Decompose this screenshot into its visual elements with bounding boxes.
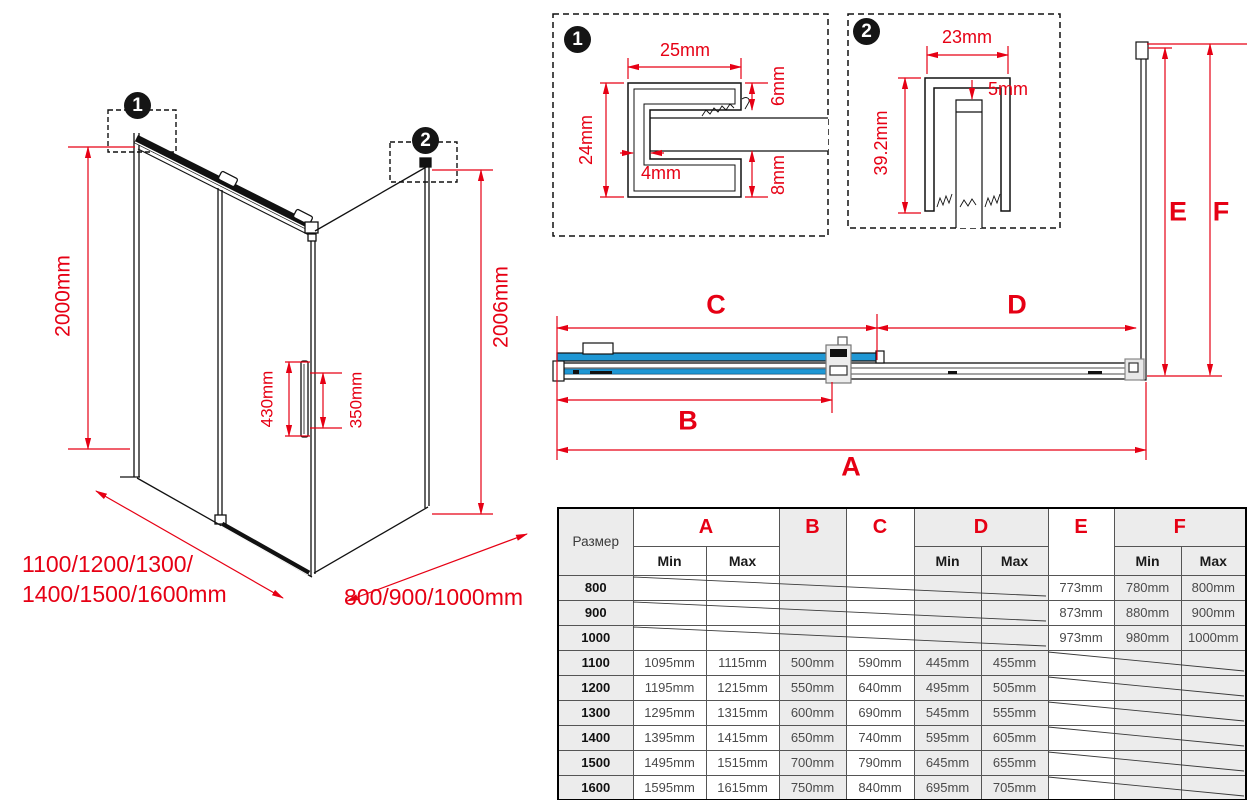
- table-cell: 690mm: [846, 700, 914, 725]
- table-cell: 605mm: [981, 725, 1048, 750]
- plan-dim-a-label: A: [841, 451, 861, 482]
- table-row: [558, 725, 1246, 750]
- table-row: [558, 775, 1246, 800]
- bottom-rail: [222, 524, 309, 573]
- row-size-label: 1100: [558, 650, 633, 675]
- col-header-a: A: [633, 508, 779, 546]
- table-cell: 1315mm: [706, 700, 779, 725]
- table-cell: 800mm: [1181, 575, 1246, 600]
- table-cell: 640mm: [846, 675, 914, 700]
- size-table-container: [557, 507, 1247, 800]
- table-body: [558, 575, 1246, 800]
- table-cell: [846, 600, 914, 625]
- table-cell: 650mm: [779, 725, 846, 750]
- table-cell: [1114, 700, 1181, 725]
- plan-dim-e-label: E: [1168, 196, 1188, 227]
- iso-height-left-label: 2000mm: [51, 255, 75, 337]
- table-row: [558, 575, 1246, 600]
- row-size-label: 1000: [558, 625, 633, 650]
- left-end-cap: [553, 361, 564, 381]
- table-cell: [706, 600, 779, 625]
- d1-top-gap-label: 6mm: [768, 66, 788, 106]
- table-cell: 695mm: [914, 775, 981, 800]
- table-cell: 1115mm: [706, 650, 779, 675]
- table-cell: [1181, 775, 1246, 800]
- table-cell: 1215mm: [706, 675, 779, 700]
- table-cell: [1181, 750, 1246, 775]
- side-panel-plan: [1141, 44, 1146, 380]
- detail-1-badge: 1: [564, 26, 591, 53]
- callout-2-badge: 2: [412, 127, 439, 154]
- plan-dim-b-label: B: [678, 405, 698, 436]
- col-header-c: C: [846, 508, 914, 575]
- table-cell: [1181, 725, 1246, 750]
- table-cell: [1114, 725, 1181, 750]
- table-cell: [779, 575, 846, 600]
- d1-lip-label: 4mm: [641, 163, 681, 183]
- table-cell: [846, 575, 914, 600]
- col-header-b: B: [779, 508, 846, 575]
- table-cell: 705mm: [981, 775, 1048, 800]
- table-row: [558, 700, 1246, 725]
- table-cell: [914, 600, 981, 625]
- door-handle: [301, 361, 308, 437]
- iso-depth-label: 800/900/1000mm: [344, 584, 524, 610]
- table-cell: [981, 575, 1048, 600]
- table-cell: 790mm: [846, 750, 914, 775]
- gasket: [985, 194, 1000, 207]
- row-size-label: 1500: [558, 750, 633, 775]
- table-cell: 555mm: [981, 700, 1048, 725]
- handle-plan: [583, 343, 613, 354]
- table-cell: [633, 575, 706, 600]
- plan-dim-c-label: C: [706, 289, 726, 320]
- side-panel-top-bracket: [1136, 42, 1148, 59]
- table-cell: 840mm: [846, 775, 914, 800]
- handle-inner-label: 350mm: [346, 371, 366, 429]
- row-size-label: 800: [558, 575, 633, 600]
- d1-height-label: 24mm: [576, 114, 596, 166]
- d-max-header: Max: [981, 546, 1048, 575]
- d2-width-label: 23mm: [941, 27, 993, 47]
- f-max-header: Max: [1181, 546, 1246, 575]
- table-cell: [1048, 725, 1114, 750]
- a-min-header: Min: [633, 546, 706, 575]
- d2-gap-label: 5mm: [988, 79, 1028, 99]
- corner-post: [311, 230, 315, 576]
- table-cell: 700mm: [779, 750, 846, 775]
- d1-width-label: 25mm: [659, 40, 711, 60]
- side-panel-bottom: [314, 507, 428, 573]
- iso-width-label-1: 1100/1200/1300/: [22, 551, 193, 577]
- left-wall-profile: [120, 133, 140, 477]
- table-cell: [1181, 650, 1246, 675]
- table-cell: 750mm: [779, 775, 846, 800]
- table-cell: [846, 625, 914, 650]
- iso-view: [108, 110, 457, 577]
- table-cell: [1048, 650, 1114, 675]
- table-cell: [914, 625, 981, 650]
- table-row: [558, 750, 1246, 775]
- a-max-header: Max: [706, 546, 779, 575]
- row-size-label: 1400: [558, 725, 633, 750]
- table-cell: [1048, 750, 1114, 775]
- table-cell: 780mm: [1114, 575, 1181, 600]
- plan-dim-f-label: F: [1212, 196, 1230, 227]
- table-cell: 545mm: [914, 700, 981, 725]
- table-cell: 1095mm: [633, 650, 706, 675]
- table-cell: 595mm: [914, 725, 981, 750]
- table-cell: 590mm: [846, 650, 914, 675]
- col-header-d: D: [914, 508, 1048, 546]
- table-cell: 1615mm: [706, 775, 779, 800]
- table-cell: 445mm: [914, 650, 981, 675]
- detail-2-dimensions: [898, 46, 1008, 213]
- table-cell: [633, 600, 706, 625]
- f-min-header: Min: [1114, 546, 1181, 575]
- top-bracket: [420, 158, 431, 167]
- table-cell: [981, 625, 1048, 650]
- table-cell: [1181, 675, 1246, 700]
- door-edge: [218, 188, 222, 518]
- callout-1-badge: 1: [124, 92, 151, 119]
- table-cell: [633, 625, 706, 650]
- size-column-header: Размер: [558, 508, 633, 575]
- table-cell: 1415mm: [706, 725, 779, 750]
- table-cell: [1048, 675, 1114, 700]
- table-cell: 1515mm: [706, 750, 779, 775]
- top-rail: [136, 139, 311, 227]
- table-cell: 900mm: [1181, 600, 1246, 625]
- table-cell: [1048, 775, 1114, 800]
- table-cell: 455mm: [981, 650, 1048, 675]
- table-cell: [1048, 700, 1114, 725]
- row-size-label: 1200: [558, 675, 633, 700]
- table-cell: 495mm: [914, 675, 981, 700]
- table-cell: [706, 575, 779, 600]
- side-panel-top: [315, 166, 428, 231]
- table-cell: 773mm: [1048, 575, 1114, 600]
- table-cell: [981, 600, 1048, 625]
- table-cell: 1195mm: [633, 675, 706, 700]
- table-cell: 873mm: [1048, 600, 1114, 625]
- table-cell: 600mm: [779, 700, 846, 725]
- d1-bottom-gap-label: 8mm: [768, 155, 788, 195]
- gasket: [937, 194, 952, 207]
- table-cell: [1114, 750, 1181, 775]
- size-table: [557, 507, 1247, 800]
- table-cell: [914, 575, 981, 600]
- detail-2-badge: 2: [853, 18, 880, 45]
- table-cell: 505mm: [981, 675, 1048, 700]
- table-cell: 645mm: [914, 750, 981, 775]
- table-row: [558, 650, 1246, 675]
- col-header-e: E: [1048, 508, 1114, 575]
- table-cell: 880mm: [1114, 600, 1181, 625]
- plan-dim-d-label: D: [1007, 289, 1027, 320]
- table-cell: [779, 600, 846, 625]
- table-cell: 1000mm: [1181, 625, 1246, 650]
- table-cell: [1114, 675, 1181, 700]
- table-row: [558, 600, 1246, 625]
- table-cell: [1114, 775, 1181, 800]
- table-cell: [1114, 650, 1181, 675]
- table-row: [558, 675, 1246, 700]
- table-cell: [779, 625, 846, 650]
- row-size-label: 1300: [558, 700, 633, 725]
- table-cell: [1181, 700, 1246, 725]
- handle-outer-label: 430mm: [257, 370, 277, 428]
- table-cell: 973mm: [1048, 625, 1114, 650]
- table-cell: 500mm: [779, 650, 846, 675]
- right-wall-profile: [425, 163, 429, 508]
- table-cell: [706, 625, 779, 650]
- d2-height-label: 39.2mm: [871, 110, 891, 176]
- table-cell: 1495mm: [633, 750, 706, 775]
- iso-width-label-2: 1400/1500/1600mm: [22, 581, 227, 607]
- row-size-label: 1600: [558, 775, 633, 800]
- table-cell: 980mm: [1114, 625, 1181, 650]
- d-min-header: Min: [914, 546, 981, 575]
- table-cell: 740mm: [846, 725, 914, 750]
- table-cell: 550mm: [779, 675, 846, 700]
- table-row: [558, 625, 1246, 650]
- table-cell: 1395mm: [633, 725, 706, 750]
- row-size-label: 900: [558, 600, 633, 625]
- table-cell: 1295mm: [633, 700, 706, 725]
- table-cell: 1595mm: [633, 775, 706, 800]
- table-cell: 655mm: [981, 750, 1048, 775]
- iso-height-right-label: 2006mm: [489, 266, 513, 348]
- col-header-f: F: [1114, 508, 1246, 546]
